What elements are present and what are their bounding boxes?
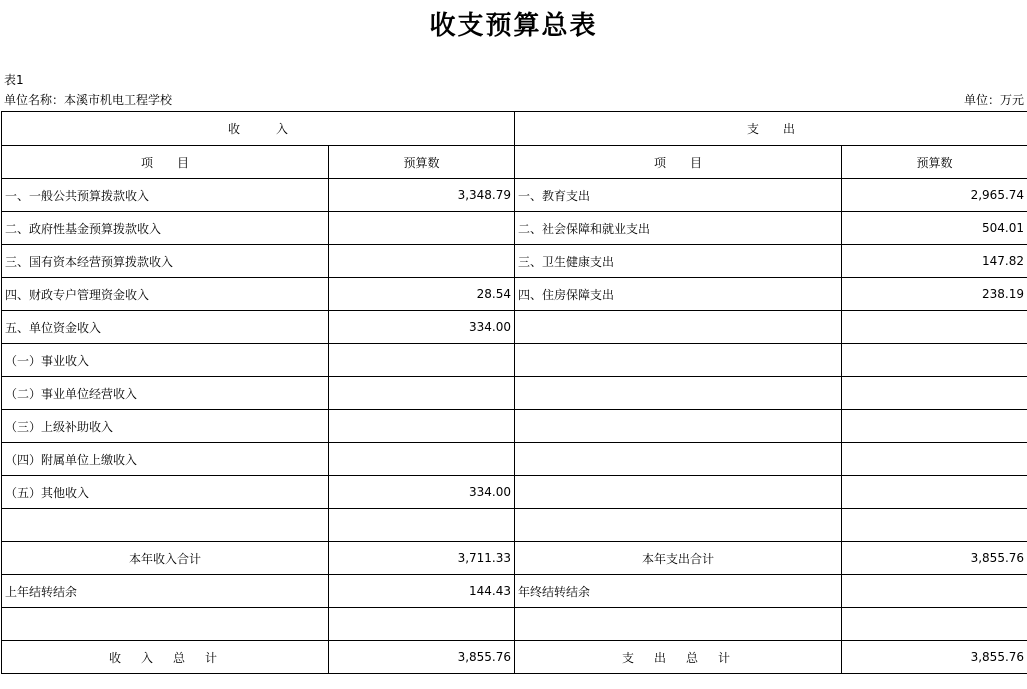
header-row-sections (2, 112, 1027, 146)
income-item-cell: （二）事业单位经营收入 (2, 377, 329, 410)
table-row (2, 245, 1027, 278)
expense-label-cell: 年终结转结余 (515, 575, 842, 608)
table-row (2, 509, 1027, 542)
empty-cell (515, 608, 842, 641)
table-row (2, 311, 1027, 344)
expense-value-cell (842, 509, 1027, 542)
grand-total-row (2, 641, 1027, 674)
income-value-cell (329, 509, 515, 542)
income-value-cell: 3,711.33 (329, 542, 515, 575)
income-budget-header: 预算数 (329, 146, 515, 179)
expense-value-cell: 2,965.74 (842, 179, 1027, 212)
page-title: 收支预算总表 (429, 11, 598, 41)
income-value-cell (329, 377, 515, 410)
expense-value-cell (842, 410, 1027, 443)
expense-budget-header: 预算数 (842, 146, 1027, 179)
expense-value-cell (842, 443, 1027, 476)
table-row (2, 410, 1027, 443)
carryover-row (2, 575, 1027, 608)
spacer-row (2, 608, 1027, 641)
expense-value-cell: 3,855.76 (842, 542, 1027, 575)
income-value-cell (329, 344, 515, 377)
table-row (2, 377, 1027, 410)
table-number: 表1 (4, 73, 24, 87)
header-row-columns (2, 146, 1027, 179)
budget-table (1, 111, 1027, 674)
income-item-cell: （一）事业收入 (2, 344, 329, 377)
expense-value-cell: 238.19 (842, 278, 1027, 311)
income-item-cell: 三、国有资本经营预算拨款收入 (2, 245, 329, 278)
expense-value-cell: 3,855.76 (842, 641, 1027, 674)
income-section-header: 收 入 (2, 112, 515, 146)
expense-value-cell (842, 377, 1027, 410)
income-value-cell (329, 410, 515, 443)
unit-label: 单位：万元 (963, 93, 1024, 107)
expense-item-header: 项 目 (515, 146, 842, 179)
income-item-cell: （五）其他收入 (2, 476, 329, 509)
table-row (2, 212, 1027, 245)
expense-value-cell (842, 575, 1027, 608)
income-item-cell: 一、一般公共预算拨款收入 (2, 179, 329, 212)
income-value-cell: 144.43 (329, 575, 515, 608)
income-item-cell: （四）附属单位上缴收入 (2, 443, 329, 476)
income-value-cell (329, 212, 515, 245)
unit-name: 单位名称：本溪市机电工程学校 (4, 93, 173, 107)
expense-item-cell: 四、住房保障支出 (515, 278, 842, 311)
income-value-cell: 334.00 (329, 311, 515, 344)
expense-value-cell: 504.01 (842, 212, 1027, 245)
table-row (2, 278, 1027, 311)
income-value-cell (329, 245, 515, 278)
income-value-cell: 28.54 (329, 278, 515, 311)
income-value-cell: 334.00 (329, 476, 515, 509)
expense-value-cell (842, 344, 1027, 377)
income-label-cell: 上年结转结余 (2, 575, 329, 608)
table-row (2, 476, 1027, 509)
expense-value-cell: 147.82 (842, 245, 1027, 278)
table-row (2, 443, 1027, 476)
expense-value-cell (842, 311, 1027, 344)
table-row (2, 344, 1027, 377)
year-total-row (2, 542, 1027, 575)
expense-item-cell (515, 344, 842, 377)
income-value-cell: 3,348.79 (329, 179, 515, 212)
income-item-cell: 五、单位资金收入 (2, 311, 329, 344)
expense-item-cell (515, 311, 842, 344)
income-item-cell: 二、政府性基金预算拨款收入 (2, 212, 329, 245)
expense-item-cell (515, 377, 842, 410)
expense-item-cell (515, 410, 842, 443)
income-label-cell: 收 入 总 计 (2, 641, 329, 674)
expense-item-cell: 三、卫生健康支出 (515, 245, 842, 278)
income-value-cell: 3,855.76 (329, 641, 515, 674)
income-label-cell: 本年收入合计 (2, 542, 329, 575)
income-item-cell (2, 509, 329, 542)
empty-cell (842, 608, 1027, 641)
expense-value-cell (842, 476, 1027, 509)
income-item-cell: （三）上级补助收入 (2, 410, 329, 443)
expense-item-cell (515, 443, 842, 476)
expense-item-cell: 二、社会保障和就业支出 (515, 212, 842, 245)
empty-cell (2, 608, 329, 641)
expense-item-cell (515, 509, 842, 542)
expense-item-cell (515, 476, 842, 509)
expense-label-cell: 本年支出合计 (515, 542, 842, 575)
expense-label-cell: 支 出 总 计 (515, 641, 842, 674)
table-row (2, 179, 1027, 212)
income-item-cell: 四、财政专户管理资金收入 (2, 278, 329, 311)
expense-item-cell: 一、教育支出 (515, 179, 842, 212)
income-item-header: 项 目 (2, 146, 329, 179)
income-value-cell (329, 443, 515, 476)
expense-section-header: 支 出 (515, 112, 1027, 146)
empty-cell (329, 608, 515, 641)
